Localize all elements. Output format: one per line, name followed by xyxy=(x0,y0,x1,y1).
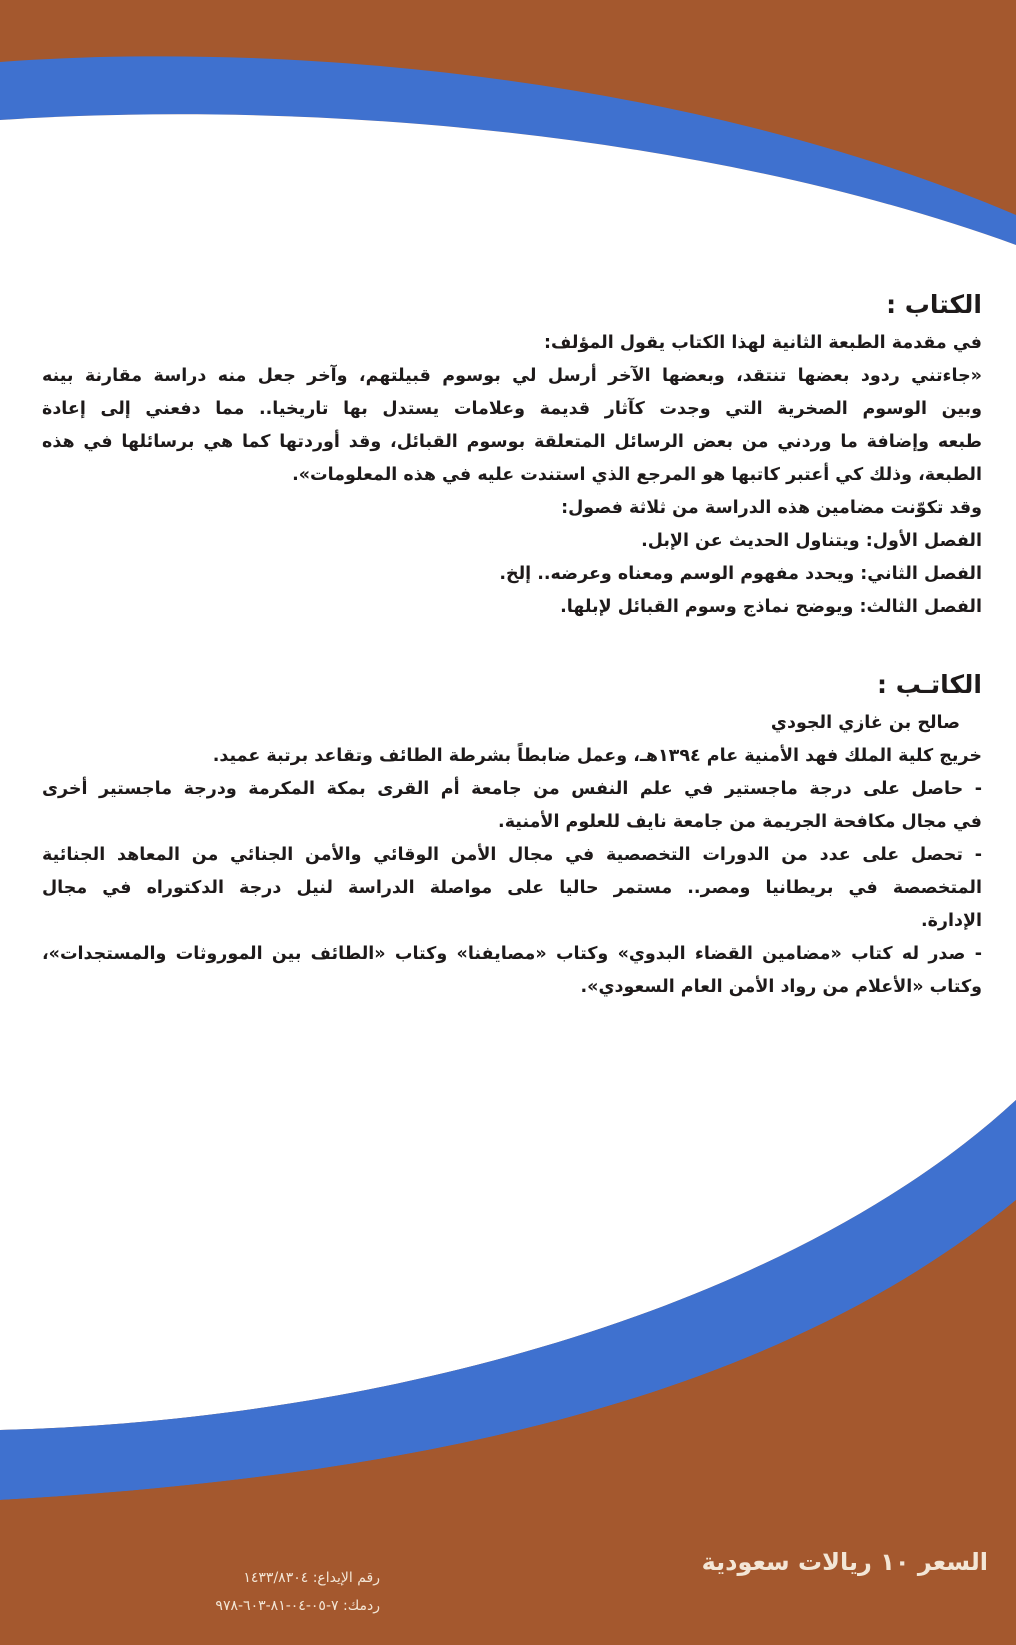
quote-line: الطبعة، وذلك كي أعتبر كاتبها هو المرجع الذي استندت عليه في هذه المعلومات». xyxy=(292,465,982,485)
author-heading: الكاتـب : xyxy=(877,670,982,699)
chapter-item: الفصل الثاني: ويحدد مفهوم الوسم ومعناه وعرضه.. إلخ. xyxy=(499,564,982,584)
quote-line: «جاءتني ردود بعضها تنتقد، وبعضها الآخر أرسل لي بوسوم قبيلتهم، وآخر جعل منه دراسة مقارنة بينه xyxy=(42,366,982,386)
author-section xyxy=(42,670,982,1004)
isbn-number: ردمك: ٧-٠٥-٠٤-٨١-٦٠٣-٩٧٨ xyxy=(215,1598,380,1614)
author-bio-line: في مجال مكافحة الجريمة من جامعة نايف للعلوم الأمنية. xyxy=(498,812,982,832)
book-heading: الكتاب : xyxy=(886,290,982,319)
book-section xyxy=(42,290,982,624)
deposit-number: رقم الإيداع: ١٤٣٣/٨٣٠٤ xyxy=(243,1570,380,1586)
author-bio-line: - حاصل على درجة ماجستير في علم النفس من جامعة أم القرى بمكة المكرمة ودرجة ماجستير أخرى xyxy=(42,779,982,799)
quote-line: طبعه وإضافة ما وردني من بعض الرسائل المتعلقة بوسوم القبائل، وقد أوردتها كما هي برسائلها في هذه xyxy=(42,432,982,452)
author-bio-line: وكتاب «الأعلام من رواد الأمن العام السعودي». xyxy=(580,977,982,997)
chapter-item: الفصل الأول: ويتناول الحديث عن الإبل. xyxy=(641,531,982,551)
book-intro: في مقدمة الطبعة الثانية لهذا الكتاب يقول المؤلف: xyxy=(544,333,982,353)
author-bio-line: خريج كلية الملك فهد الأمنية عام ١٣٩٤هـ، وعمل ضابطاً بشرطة الطائف وتقاعد برتبة عميد. xyxy=(212,746,982,766)
chapters-intro: وقد تكوّنت مضامين هذه الدراسة من ثلاثة فصول: xyxy=(561,498,982,518)
author-bio-line: الإدارة. xyxy=(920,911,982,931)
author-name: صالح بن غازي الجودي xyxy=(770,713,960,733)
author-bio-line: - صدر له كتاب «مضامين القضاء البدوي» وكتاب «مصايفنا» وكتاب «الطائف بين الموروثات والمستجدات»، xyxy=(42,944,982,964)
author-bio-line: - تحصل على عدد من الدورات التخصصية في مجال الأمن الوقائي والأمن الجنائي من المعاهد الجنائية xyxy=(42,845,982,865)
price-label: السعر ١٠ ريالات سعودية xyxy=(701,1548,988,1576)
author-bio-line: المتخصصة في بريطانيا ومصر.. مستمر حاليا على مواصلة الدراسة لنيل درجة الدكتوراه في مجال xyxy=(42,878,982,898)
chapter-item: الفصل الثالث: ويوضح نماذج وسوم القبائل لإبلها. xyxy=(560,597,982,617)
quote-line: وبين الوسوم الصخرية التي وجدت كآثار قديمة وعلامات يستدل بها تاريخيا.. مما دفعني إلى إعادة xyxy=(42,399,982,419)
